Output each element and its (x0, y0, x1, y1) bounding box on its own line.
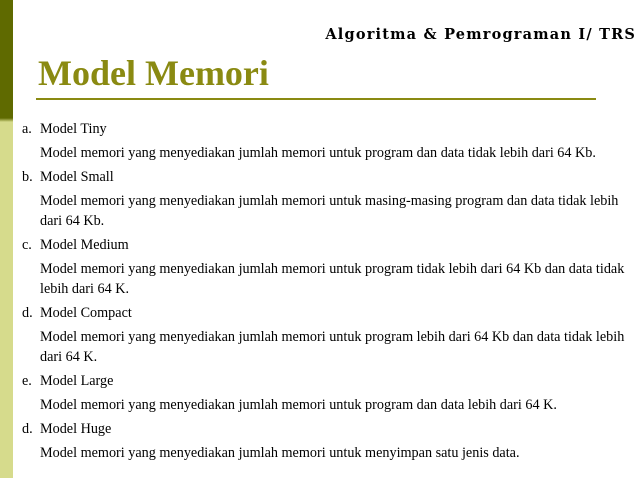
item-description: Model memori yang menyediakan jumlah memori untuk program dan data tidak lebih dari 64 Kb. (40, 145, 596, 161)
item-heading: Model Huge (40, 421, 112, 437)
list-item (22, 167, 632, 235)
item-description: Model memori yang menyediakan jumlah memori untuk program tidak lebih dari 64 Kb dan data tidak lebih dari 64 K. (40, 261, 625, 297)
item-heading: Model Compact (40, 305, 132, 321)
list-item (22, 119, 632, 167)
list-marker: d. (22, 421, 33, 437)
list-marker: a. (22, 121, 32, 137)
content-list (22, 119, 632, 467)
item-heading: Model Medium (40, 237, 129, 253)
item-heading: Model Tiny (40, 121, 107, 137)
item-description: Model memori yang menyediakan jumlah memori untuk masing-masing program dan data tidak lebih dari 64 Kb. (40, 193, 619, 229)
item-heading: Model Small (40, 169, 114, 185)
item-description: Model memori yang menyediakan jumlah memori untuk program lebih dari 64 Kb dan data tidak lebih dari 64 K. (40, 329, 625, 365)
list-marker: c. (22, 237, 32, 253)
item-description: Model memori yang menyediakan jumlah memori untuk menyimpan satu jenis data. (40, 445, 520, 461)
list-item (22, 235, 632, 303)
list-marker: e. (22, 373, 32, 389)
list-item (22, 419, 632, 467)
left-accent-bar (0, 0, 13, 478)
slide-title: Model Memori (38, 53, 269, 93)
list-item (22, 303, 632, 371)
course-header: Algoritma & Pemrograman I/ TRS (325, 26, 636, 43)
list-marker: d. (22, 305, 33, 321)
item-description: Model memori yang menyediakan jumlah memori untuk program dan data lebih dari 64 K. (40, 397, 557, 413)
title-underline (36, 98, 596, 100)
item-heading: Model Large (40, 373, 114, 389)
list-marker: b. (22, 169, 33, 185)
list-item (22, 371, 632, 419)
